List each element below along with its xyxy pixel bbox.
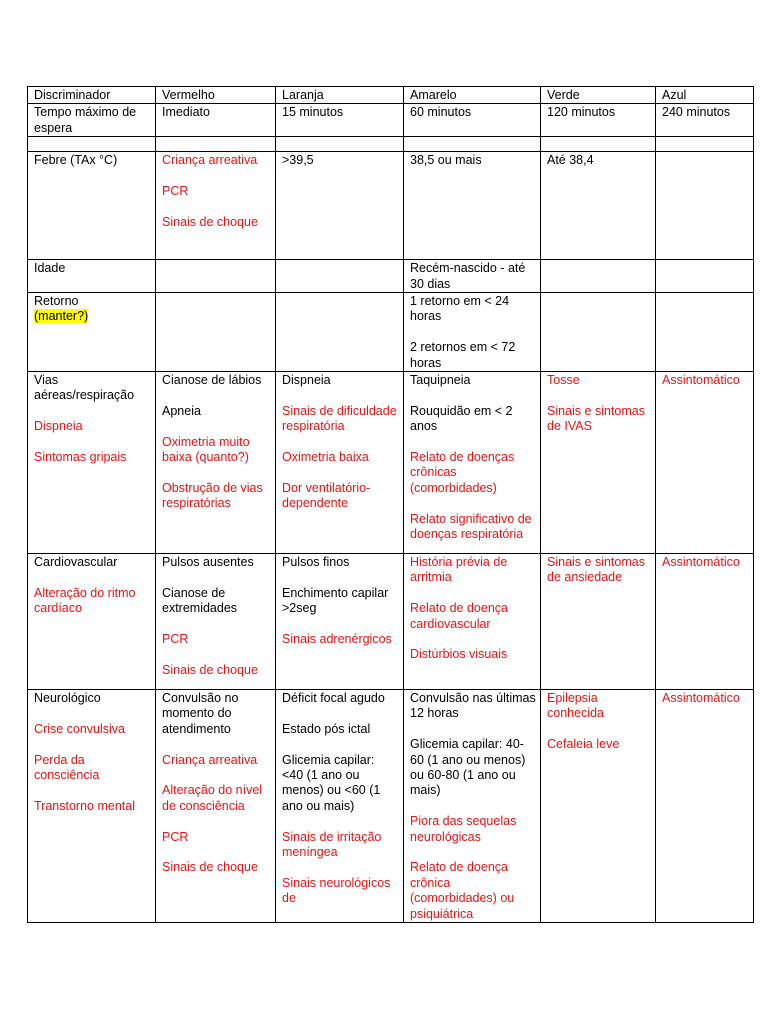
cell-tempo-azul: 240 minutos [656, 104, 754, 137]
criterion-text: Relato de doença cardiovascular [410, 601, 508, 631]
discriminator-sub: Alteração do ritmo cardíaco [34, 585, 136, 616]
discriminator-title: Cardiovascular [34, 555, 118, 570]
cell-vias-vermelho [156, 372, 276, 554]
table-row-neurologico [28, 690, 754, 923]
criterion-text: Sinais de choque [162, 860, 258, 875]
criterion-text: Convulsão nas últimas 12 horas [410, 691, 536, 721]
criterion-text: História prévia de arritmia [410, 555, 508, 585]
cell-vias-label [28, 372, 156, 554]
cell-cardio-label [28, 554, 156, 690]
criterion-text: Criança arreativa [162, 153, 258, 168]
criterion-text: Alteração do nível de consciência [162, 783, 263, 813]
cell-neuro-laranja [276, 690, 404, 923]
empty-cell [541, 137, 656, 152]
cell-neuro-azul: Assintomático [656, 690, 754, 923]
table-row-empty [28, 137, 754, 152]
triage-table [27, 86, 754, 923]
empty-cell [156, 137, 276, 152]
criterion-text: PCR [162, 632, 189, 647]
cell-neuro-amarelo [404, 690, 541, 923]
cell-febre-amarelo: 38,5 ou mais [404, 152, 541, 260]
criterion-text: Dor ventilatório-dependente [282, 480, 371, 511]
empty-cell [541, 260, 656, 293]
cell-vias-azul: Assintomático [656, 372, 754, 554]
discriminator-sub: Dispneia [34, 419, 83, 434]
cell-febre-azul [656, 152, 754, 260]
cell-febre-laranja: >39,5 [276, 152, 404, 260]
cell-idade-label: Idade [28, 260, 156, 293]
criterion-text: Enchimento capilar >2seg [282, 585, 389, 616]
table-row-idade [28, 260, 754, 293]
cell-cardio-azul: Assintomático [656, 554, 754, 690]
empty-cell [541, 293, 656, 372]
discriminator-sub: Sintomas gripais [34, 450, 127, 465]
cell-tempo-laranja: 15 minutos [276, 104, 404, 137]
retorno-note-highlight: (manter?) [34, 309, 89, 324]
header-azul: Azul [656, 87, 754, 104]
cell-cardio-amarelo [404, 554, 541, 690]
criterion-text: 2 retornos em < 72 horas [410, 340, 516, 370]
criterion-text: Piora das sequelas neurológicas [410, 814, 517, 844]
criterion-text: Cefaleia leve [547, 737, 620, 752]
header-amarelo: Amarelo [404, 87, 541, 104]
table-row-vias-aereas [28, 372, 754, 554]
criterion-text: Dispneia [282, 373, 331, 388]
criterion-text: Sinais neurológicos de [282, 875, 391, 906]
criterion-text: Sinais e sintomas de IVAS [547, 403, 645, 434]
table-row-tempo-espera [28, 104, 754, 137]
criterion-text: Tosse [547, 373, 580, 388]
criterion-text: Oximetria baixa [282, 450, 369, 465]
discriminator-title: Neurológico [34, 691, 101, 706]
criterion-text: Relato significativo de doenças respiratória [410, 511, 532, 542]
criterion-text: Pulsos ausentes [162, 555, 254, 570]
criterion-text: Glicemia capilar: 40-60 (1 ano ou menos) ou 60-80 (1 ano ou mais) [410, 737, 526, 798]
empty-cell [156, 293, 276, 372]
empty-cell [656, 137, 754, 152]
criterion-text: Rouquidão em < 2 anos [410, 403, 513, 434]
cell-neuro-verde [541, 690, 656, 923]
cell-tempo-amarelo: 60 minutos [404, 104, 541, 137]
criterion-text: Epilepsia conhecida [547, 691, 604, 721]
criterion-text: Cianose de lábios [162, 373, 262, 388]
criterion-text: Criança arreativa [162, 752, 258, 767]
criterion-text: Sinais de choque [162, 662, 258, 677]
criterion-text: Apneia [162, 403, 201, 418]
criterion-text: Sinais de choque [162, 214, 258, 229]
retorno-label-text: Retorno [34, 294, 79, 309]
empty-cell [656, 260, 754, 293]
criterion-text: Glicemia capilar: <40 (1 ano ou menos) ou <60 (1 ano ou mais) [282, 752, 381, 813]
criterion-text: Relato de doenças crônicas (comorbidades) [410, 450, 515, 495]
cell-febre-vermelho [156, 152, 276, 260]
criterion-text: Déficit focal agudo [282, 691, 385, 706]
discriminator-sub: Crise convulsiva [34, 721, 126, 736]
empty-cell [656, 293, 754, 372]
cell-febre-verde: Até 38,4 [541, 152, 656, 260]
empty-cell [276, 293, 404, 372]
criterion-text: Obstrução de vias respiratórias [162, 480, 263, 511]
cell-cardio-verde: Sinais e sintomas de ansiedade [541, 554, 656, 690]
criterion-text: Sinais de irritação meníngea [282, 829, 382, 860]
cell-tempo-label: Tempo máximo de espera [28, 104, 156, 137]
cell-cardio-vermelho [156, 554, 276, 690]
discriminator-sub: Transtorno mental [34, 798, 135, 813]
cell-retorno-amarelo [404, 293, 541, 372]
cell-cardio-laranja [276, 554, 404, 690]
table-row-retorno [28, 293, 754, 372]
criterion-text: 1 retorno em < 24 horas [410, 294, 510, 324]
cell-febre-label: Febre (TAx °C) [28, 152, 156, 260]
empty-cell [276, 137, 404, 152]
criterion-text: Pulsos finos [282, 555, 350, 570]
cell-vias-verde [541, 372, 656, 554]
criterion-text: PCR [162, 829, 189, 844]
cell-tempo-vermelho: Imediato [156, 104, 276, 137]
cell-neuro-label [28, 690, 156, 923]
criterion-text: Convulsão no momento do atendimento [162, 691, 239, 736]
criterion-text: Sinais de dificuldade respiratória [282, 403, 397, 434]
table-header-row [28, 87, 754, 104]
criterion-text: Cianose de extremidades [162, 585, 238, 616]
empty-cell [28, 137, 156, 152]
criterion-text: Oximetria muito baixa (quanto?) [162, 434, 250, 465]
header-verde: Verde [541, 87, 656, 104]
header-discriminador: Discriminador [28, 87, 156, 104]
cell-vias-laranja [276, 372, 404, 554]
discriminator-title: Vias aéreas/respiração [34, 373, 135, 403]
criterion-text: Sinais adrenérgicos [282, 632, 392, 647]
cell-neuro-vermelho [156, 690, 276, 923]
empty-cell [404, 137, 541, 152]
cell-vias-amarelo [404, 372, 541, 554]
header-laranja: Laranja [276, 87, 404, 104]
empty-cell [156, 260, 276, 293]
criterion-text: Distúrbios visuais [410, 647, 508, 662]
empty-cell [276, 260, 404, 293]
cell-idade-amarelo: Recém-nascido - até 30 dias [404, 260, 541, 293]
discriminator-sub: Perda da consciência [34, 752, 100, 783]
criterion-text: Estado pós ictal [282, 721, 371, 736]
criterion-text: Relato de doença crônica (comorbidades) ou psiquiátrica [410, 860, 515, 921]
cell-retorno-label [28, 293, 156, 372]
header-vermelho: Vermelho [156, 87, 276, 104]
table-row-cardiovascular [28, 554, 754, 690]
criterion-text: PCR [162, 184, 189, 199]
criterion-text: Taquipneia [410, 373, 471, 388]
table-row-febre [28, 152, 754, 260]
cell-tempo-verde: 120 minutos [541, 104, 656, 137]
